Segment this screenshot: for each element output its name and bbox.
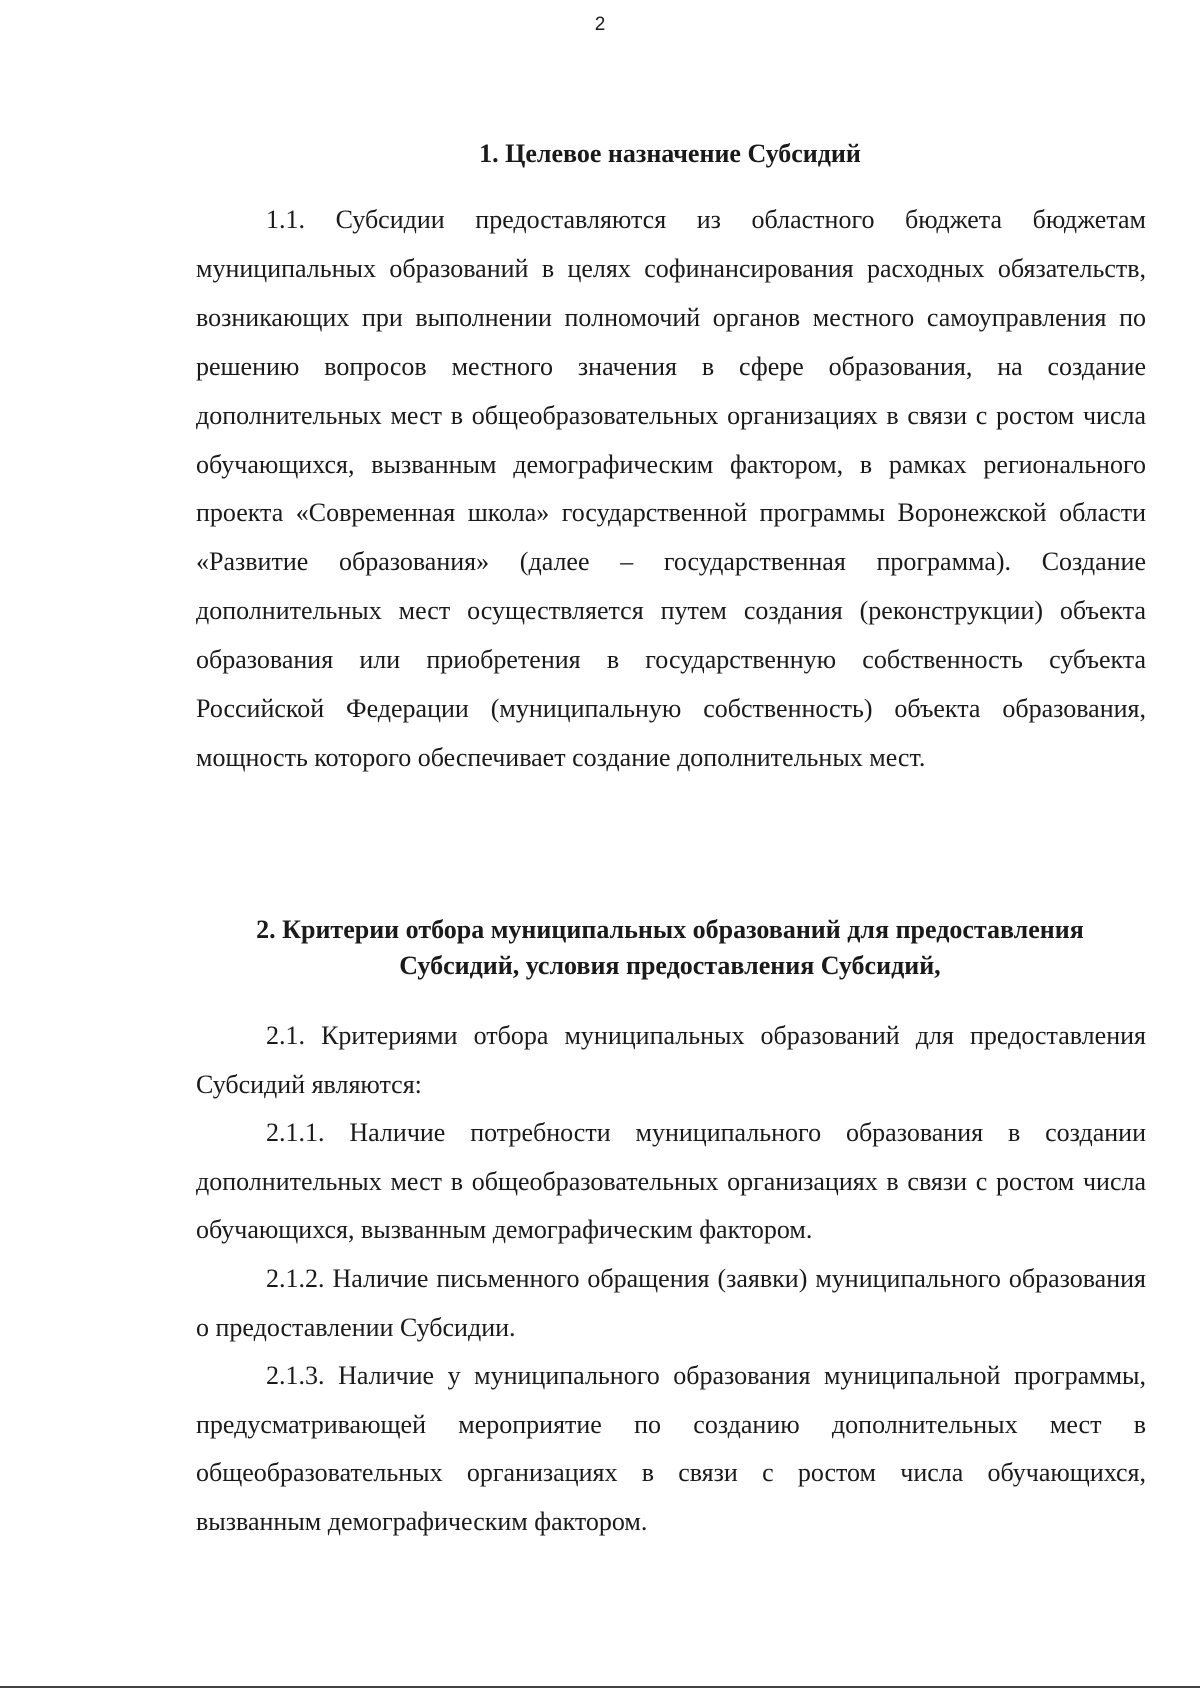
paragraph-2-1-1-text: 2.1.1. Наличие потребности муниципального образования в создании дополнительных мест в общеобразовательных организациях в связи с ростом числа обучающихся, вызванным демографическим фактором. — [196, 1118, 1146, 1244]
paragraph-2-1 — [196, 1012, 1146, 1109]
paragraph-2-1-3 — [196, 1352, 1146, 1546]
paragraph-2-1-2 — [196, 1255, 1146, 1352]
paragraph-1-1-text: 1.1. Субсидии предоставляются из областного бюджета бюджетам муниципальных образований в целях софинансирования расходных обязательств, возникающих при выполнении полномочий органов местного самоуправления по решению вопросов местного значения в сфере образования, на создание дополнительных мест в общеобразовательных организациях в связи с ростом числа обучающихся, вызванным демографическим фактором, в рамках регионального проекта «Современная школа» государственной программы Воронежской области «Развитие образования» (далее – государственная программа). Создание дополнительных мест осуществляется путем создания (реконструкции) объекта образования или приобретения в государственную собственность субъекта Российской Федерации (муниципальную собственность) объекта образования, мощность которого обеспечивает создание дополнительных мест. — [196, 205, 1146, 772]
paragraph-2-1-text: 2.1. Критериями отбора муниципальных образований для предоставления Субсидий являются: — [196, 1021, 1146, 1099]
paragraph-2-1-3-text: 2.1.3. Наличие у муниципального образования муниципальной программы, предусматривающей мероприятие по созданию дополнительных мест в общеобразовательных организациях в связи с ростом числа обучающихся, вызванным демографическим фактором. — [196, 1361, 1146, 1536]
section-2-heading — [200, 912, 1140, 984]
paragraph-1-1 — [196, 196, 1146, 783]
paragraph-2-1-2-text: 2.1.2. Наличие письменного обращения (заявки) муниципального образования о предоставлении Субсидии. — [196, 1264, 1146, 1342]
bottom-scan-edge — [0, 1686, 1200, 1688]
section-2-heading-line-2: Субсидий, условия предоставления Субсидий, — [399, 951, 941, 980]
section-2-heading-line-1: 2. Критерии отбора муниципальных образований для предоставления — [256, 915, 1084, 944]
page-number: 2 — [594, 14, 606, 35]
section-1-heading: 1. Целевое назначение Субсидий — [479, 139, 861, 168]
paragraph-2-1-1 — [196, 1109, 1146, 1255]
